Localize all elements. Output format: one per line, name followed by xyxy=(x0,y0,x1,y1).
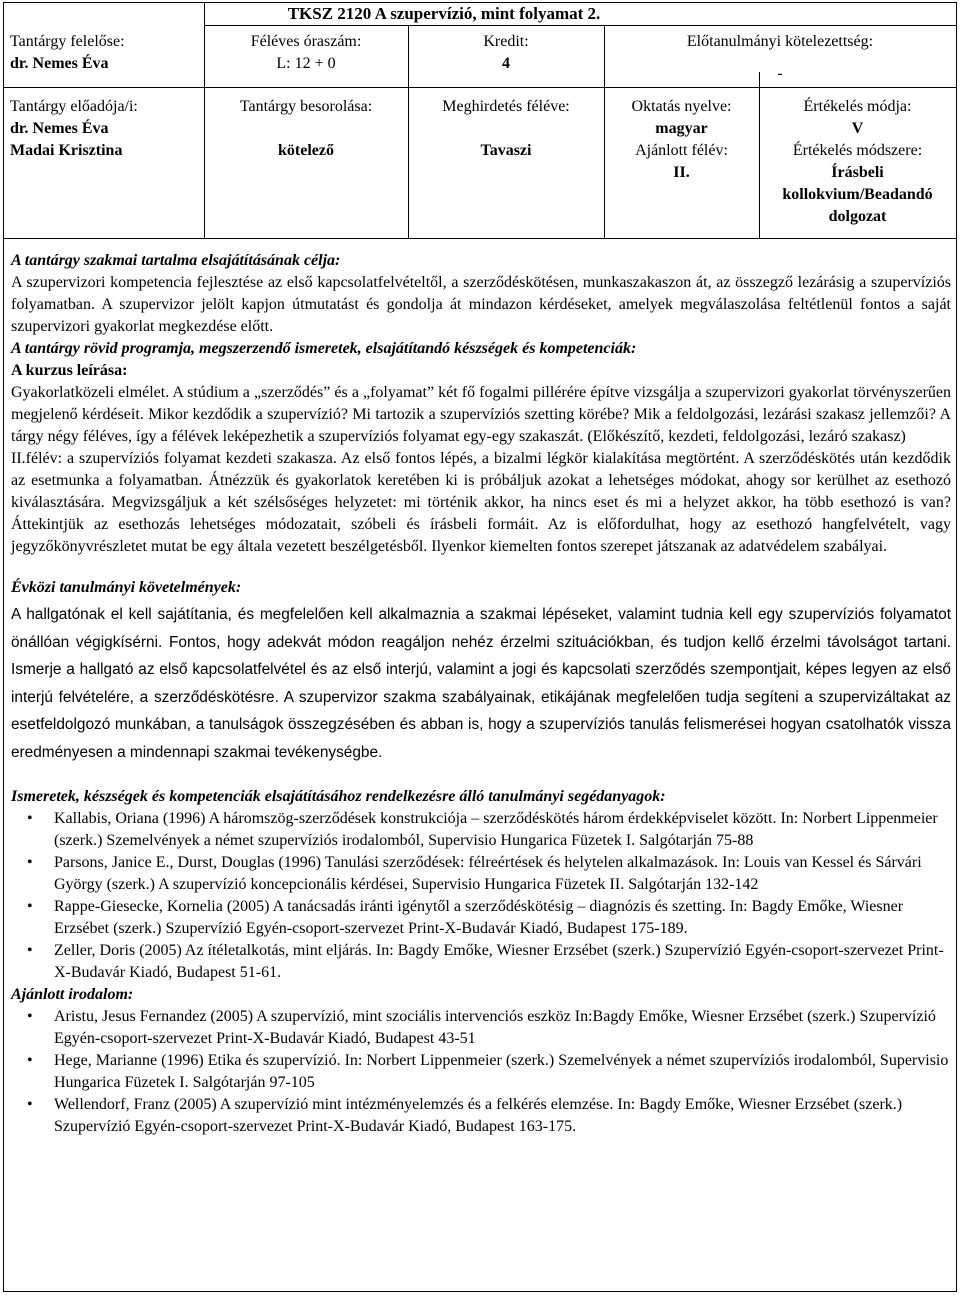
assessment-label: Értékelés módja: xyxy=(803,98,912,115)
prereq-value: - xyxy=(777,65,783,82)
bullet-icon: • xyxy=(27,1051,33,1069)
divider xyxy=(4,87,204,88)
reference-item xyxy=(11,1006,951,1050)
bullet-icon: • xyxy=(27,1007,33,1025)
reference-text: Aristu, Jesus Fernandez (2005) A szupervízió, mint szociális intervenciós eszköz In:Bagdy Emőke, Wiesner Erzsébet (szerk.) Szupervízió Egyén-csoport-szervezet Print-X-Budavár Kiadó, Budapest 43-51 xyxy=(54,1007,936,1047)
prereq-label: Előtanulmányi kötelezettség: xyxy=(686,33,874,50)
hours-value: L: 12 + 0 xyxy=(276,55,336,72)
divider xyxy=(204,87,604,88)
semester-value: Tavaszi xyxy=(480,142,532,159)
classification-label: Tantárgy besorolása: xyxy=(239,98,373,115)
goal-heading: A tantárgy szakmai tartalma elsajátításának célja: xyxy=(11,252,341,269)
lecturer-1: dr. Nemes Éva xyxy=(10,120,109,137)
semester-label: Meghirdetés féléve: xyxy=(442,98,570,115)
reference-item xyxy=(11,940,951,984)
course-title: TKSZ 2120 A szupervízió, mint folyamat 2. xyxy=(287,4,601,23)
description-heading: A kurzus leírása: xyxy=(11,362,128,379)
responsible-label: Tantárgy felelőse: xyxy=(10,33,125,50)
reference-text: Zeller, Doris (2005) Az ítéletalkotás, mint eljárás. In: Bagdy Emőke, Wiesner Erzsébet (szerk.) Szupervízió Egyén-csoport-szervezet Print-X-Budavár Kiadó, Budapest 51-61. xyxy=(54,941,944,981)
reference-text: Hege, Marianne (1996) Etika és szupervízió. In: Norbert Lippenmeier (szerk.) Szemelvények a német szupervíziós irodalomból, Supervisio Hungarica Füzetek I. Salgótarján 97-105 xyxy=(54,1051,949,1091)
reference-item xyxy=(11,896,951,940)
assessment-value: V xyxy=(851,120,864,137)
responsible-name: dr. Nemes Éva xyxy=(10,55,109,72)
divider xyxy=(4,238,956,239)
program-heading: A tantárgy rövid programja, megszerzendő ismeretek, elsajátítandó készségek és kompetenciák: xyxy=(11,340,637,357)
recommended-heading: Ajánlott irodalom: xyxy=(11,985,134,1003)
reference-text: Kallabis, Oriana (1996) A háromszög-szerződések konstrukciója – szerződéskötés három érdekképviselet között. In: Norbert Lippenmeier (szerk.) Szemelvények a német szupervíziós irodalomból, Supervisio Hungarica Füzetek I. Salgótarján 75-88 xyxy=(54,809,938,849)
credit-value: 4 xyxy=(502,55,510,72)
reference-text: Parsons, Janice E., Durst, Douglas (1996) Tanulási szerződések: félreértések és helytelen alkalmazások. In: Louis van Kessel és Sárvári György (szerk.) A szupervízió koncepcionális kérdései, Supervisio Hungarica Füzetek II. Salgótarján 132-142 xyxy=(54,853,922,893)
bullet-icon: • xyxy=(27,809,33,827)
reference-text: Wellendorf, Franz (2005) A szupervízió mint intézményelemzés és a felkérés elemzése. In: Bagdy Emőke, Wiesner Erzsébet (szerk.) Szupervízió Egyén-csoport-szervezet Print-X-Budavár Kiadó, Budapest 163-175. xyxy=(54,1095,903,1135)
materials-heading: Ismeretek, készségek és kompetenciák elsajátításához rendelkezésre álló tanulmányi segédanyagok: xyxy=(11,787,666,805)
reference-text: Rappe-Giesecke, Kornelia (2005) A tanácsadás iránti igénytől a szerződéskötésig – diagnózis és szetting. In: Bagdy Emőke, Wiesner Erzsébet (szerk.) Szupervízió Egyén-csoport-szervezet Print-X-Budavár Kiadó, Budapest 175-189. xyxy=(54,897,904,937)
reference-item xyxy=(11,1094,951,1138)
divider xyxy=(604,87,956,88)
language-value: magyar xyxy=(655,120,708,137)
lecturer-2: Madai Krisztina xyxy=(10,142,123,159)
header-table xyxy=(4,3,956,238)
hours-label: Féléves óraszám: xyxy=(250,33,362,50)
classification-value: kötelező xyxy=(278,142,334,159)
method-value: Írásbeli kollokvium/Beadandó dolgozat xyxy=(782,164,933,225)
reference-item xyxy=(11,808,951,852)
method-label: Értékelés módszere: xyxy=(792,142,923,159)
course-sheet xyxy=(3,2,957,1292)
bullet-icon: • xyxy=(27,941,33,959)
recommended-semester-label: Ajánlott félév: xyxy=(635,142,728,159)
bullet-icon: • xyxy=(27,1095,33,1113)
reference-item xyxy=(11,852,951,896)
requirements-heading: Évközi tanulmányi követelmények: xyxy=(11,579,242,596)
goal-text: A szupervizori kompetencia fejlesztése az első kapcsolatfelvételtől, a szerződéskötésen, munkaszakaszon át, az összegző lezárásig a szupervíziós folyamatban. A szupervizor jelölt kapjon útmutatást és gondolja át mindazon kérdéseket, amelyek megválaszolása feltétlenül fontos a saját szupervizori gyakorlat megkezdése előtt. xyxy=(11,274,951,335)
description-text: Gyakorlatközeli elmélet. A stúdium a „szerződés” és a „folyamat” két fő fogalmi pillérére építve vizsgálja a szupervizori gyakorlat törvényszerűen megjelenő kérdéseit. Mikor kezdődik a szupervízió? Mi tartozik a szupervíziós szetting körébe? Mik a feldolgozási, lezárási szakasz jellemzői? A tárgy négy féléves, így a félévek leképezhetik a szupervíziós folyamat egy-egy szakaszát. (Előkészítő, kezdeti, feldolgozási, lezáró szakasz) xyxy=(11,384,951,445)
recommended-semester-value: II. xyxy=(673,164,690,181)
lecturers-label: Tantárgy előadója/i: xyxy=(10,98,138,115)
requirements-text: A hallgatónak el kell sajátítania, és megfelelően kell alkalmaznia a szakmai lépéseket, valamint tudnia kell egy szupervíziós folyamatot önállóan végigkísérni. Fontos, hogy adekvát módon reagáljon nehéz érzelmi szituációkban, és tudjon kellő érzelmi távolságot tartani. Ismerje a hallgató az első kapcsolatfelvétel és az első interjú, valamint a jogi és kapcsolati szerződés szempontjait, képes legyen az első interjú felvételére, a szerződéskötésre. A szupervizor szakma szabályainak, etikájának megfelelően tudja segíteni a szupervizáltakat az esetfeldolgozó munkában, a tanulságok összegzésében és abban is, hogy a szupervíziós tanulás felismerései hogyan csatolhatók vissza eredményesen a mindennapi szakmai tevékenységbe. xyxy=(11,606,951,761)
recommended-list xyxy=(11,1006,951,1138)
language-label: Oktatás nyelve: xyxy=(631,98,732,115)
materials-list xyxy=(11,808,951,984)
bullet-icon: • xyxy=(27,897,33,915)
bullet-icon: • xyxy=(27,853,33,871)
divider xyxy=(204,25,956,26)
semester-text: II.félév: a szupervíziós folyamat kezdeti szakasza. Az első fontos lépés, a bizalmi légkör kialakítása megtörtént. A szerződéskötés után kezdődik az esetmunka a folyamatban. Átnézzük és gyakorlatok keretében ki is próbáljuk azokat a lehetséges módokat, ahogy sor kerülhet az esethozó kiválasztására. Megvizsgáljuk a két szélsőséges helyzetet: mi történik akkor, ha nincs eset és mi a helyzet akkor, ha több esethozó is van? Áttekintjük az esethozás lehetséges módozatait, szóbeli és írásbeli formáit. Az is előfordulhat, hogy az esethozó hangfelvételt, vagy jegyzőkönyvrészletet mutat be egy általa vezetett beszélgetésből. Ilyenkor kiemelten fontos szerepet játszanak az adatvédelem szabályai. xyxy=(11,450,951,555)
credit-label: Kredit: xyxy=(483,33,529,50)
reference-item xyxy=(11,1050,951,1094)
course-content xyxy=(11,250,951,1138)
